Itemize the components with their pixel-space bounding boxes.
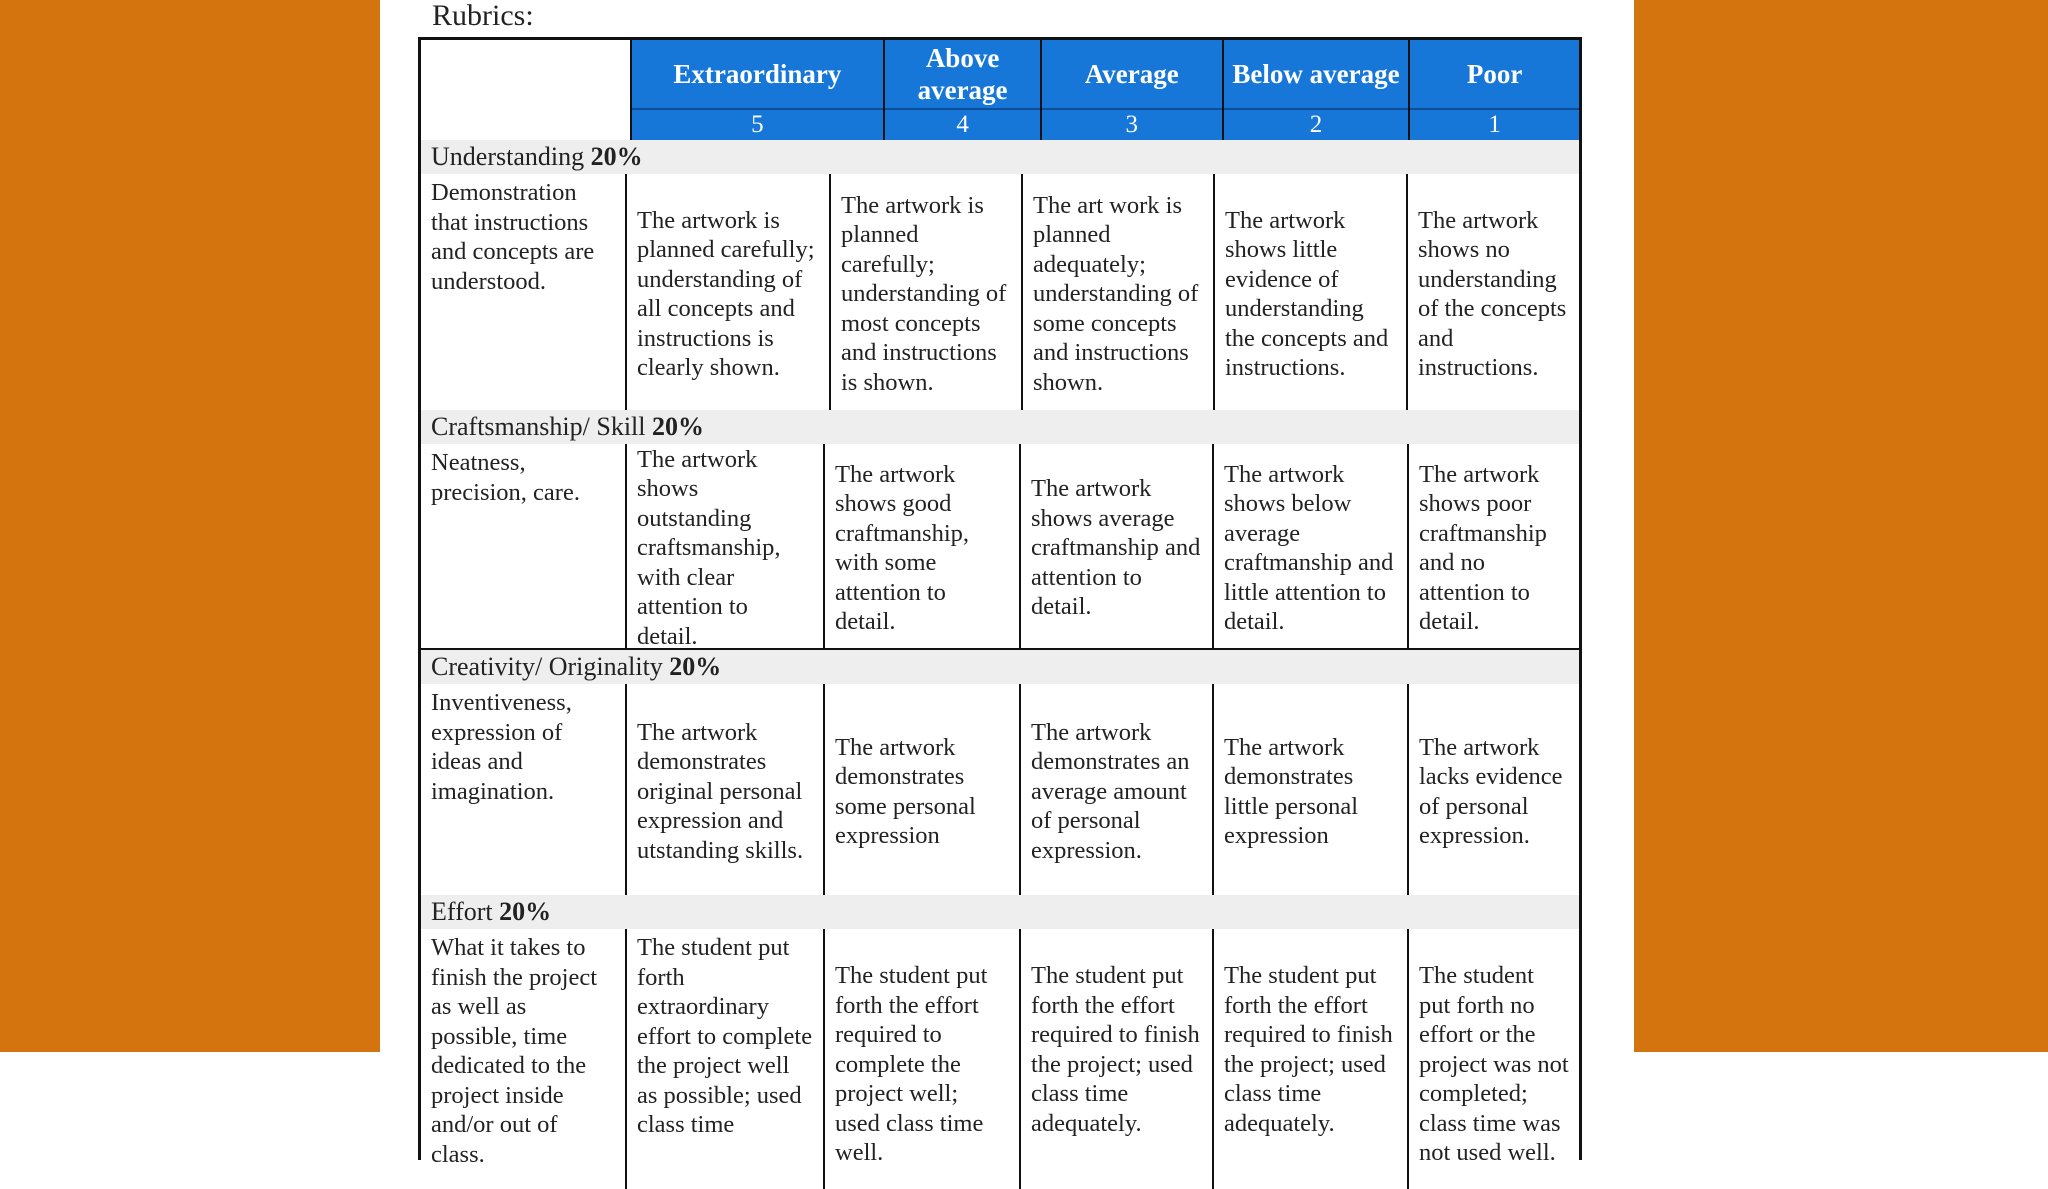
level-cell-4	[825, 444, 1021, 648]
level-text: The artwork demonstrates original personal expression and utstanding skills.	[637, 718, 804, 864]
level-cell-2	[1214, 684, 1409, 895]
criterion-weight: 20%	[499, 897, 552, 926]
level-text: The artwork lacks evidence of personal expression.	[1419, 733, 1563, 849]
header-col-average	[1042, 40, 1224, 140]
level-text: The student put forth extraordinary effort to complete the project well as possible; used class time	[637, 934, 813, 1138]
criterion-weight: 20%	[652, 412, 704, 441]
description-text: Inventiveness, expression of ideas and imagination.	[431, 689, 572, 805]
level-cell-3	[1021, 929, 1214, 1189]
header-corner-cell	[421, 40, 632, 140]
level-cell-5	[627, 929, 825, 1189]
level-text: The artwork shows little evidence of understanding the concepts and instructions.	[1225, 206, 1389, 381]
level-cell-3	[1023, 174, 1215, 410]
level-cell-4	[825, 929, 1021, 1189]
criterion-title-craftsmanship	[421, 410, 1579, 444]
level-text: The artwork demonstrates little personal expression	[1224, 733, 1359, 849]
document-page	[380, 0, 1634, 1168]
description-text: Demonstration that instructions and concepts are understood.	[431, 179, 595, 295]
level-text: The artwork is planned carefully; understanding of all concepts and instructions is clearly shown.	[637, 206, 815, 381]
header-level-score: 1	[1410, 108, 1579, 140]
level-text: The student put forth no effort or the project was not completed; class time was not used well.	[1419, 962, 1569, 1166]
level-cell-5	[627, 174, 831, 410]
level-text: The artwork shows no understanding of the concepts and instructions.	[1418, 206, 1567, 381]
header-col-above-average	[885, 40, 1042, 140]
level-cell-2	[1215, 174, 1408, 410]
header-col-below-average	[1224, 40, 1411, 140]
level-text: The artwork shows average craftmanship and attention to detail.	[1031, 475, 1201, 621]
level-cell-4	[831, 174, 1023, 410]
level-text: The artwork demonstrates an average amount of personal expression.	[1031, 718, 1190, 864]
criterion-row-understanding	[421, 174, 1579, 410]
rubrics-caption: Rubrics:	[432, 0, 534, 32]
criterion-description	[421, 684, 627, 895]
criterion-title-creativity	[421, 650, 1579, 684]
header-level-score: 5	[632, 108, 884, 140]
level-cell-1	[1409, 444, 1579, 648]
header-level-name: Poor	[1466, 59, 1523, 89]
criterion-name: Craftsmanship/ Skill	[431, 412, 646, 441]
level-cell-5	[627, 684, 825, 895]
header-col-poor	[1410, 40, 1579, 140]
rubric-header	[421, 40, 1579, 140]
header-level-name: Average	[1084, 59, 1179, 89]
criterion-row-creativity	[421, 684, 1579, 895]
criterion-name: Effort	[431, 897, 493, 926]
level-cell-5	[627, 444, 825, 648]
criterion-description	[421, 929, 627, 1189]
level-text: The artwork shows outstanding craftsmanship, with clear attention to detail.	[637, 445, 781, 650]
level-cell-1	[1409, 684, 1579, 895]
level-text: The artwork demonstrates some personal expression	[835, 733, 976, 849]
level-cell-1	[1408, 174, 1579, 410]
level-cell-2	[1214, 929, 1409, 1189]
level-cell-4	[825, 684, 1021, 895]
header-level-score: 3	[1042, 108, 1222, 140]
level-text: The student put forth the effort required to finish the project; used class time adequately.	[1224, 962, 1393, 1137]
level-text: The artwork is planned carefully; understanding of most concepts and instructions is shown.	[841, 191, 1007, 396]
description-text: What it takes to finish the project as well as possible, time dedicated to the project inside and/or out of class.	[431, 934, 598, 1168]
left-orange-band	[0, 0, 380, 1052]
right-orange-band	[1634, 0, 2048, 1052]
criterion-description	[421, 444, 627, 648]
description-text: Neatness, precision, care.	[431, 449, 580, 506]
header-level-score: 4	[885, 108, 1040, 140]
level-cell-2	[1214, 444, 1409, 648]
level-text: The artwork shows poor craftmanship and no attention to detail.	[1419, 460, 1547, 635]
level-text: The artwork shows below average craftmanship and little attention to detail.	[1224, 460, 1394, 635]
header-level-name: Above average	[917, 43, 1008, 105]
level-cell-3	[1021, 684, 1214, 895]
level-text: The student put forth the effort required to complete the project well; used class time well.	[835, 962, 988, 1166]
level-text: The art work is planned adequately; understanding of some concepts and instructions shown.	[1033, 191, 1199, 396]
criterion-weight: 20%	[590, 142, 643, 171]
header-level-score: 2	[1224, 108, 1409, 140]
criterion-name: Understanding	[431, 142, 585, 171]
header-level-name: Extraordinary	[673, 59, 842, 89]
level-cell-1	[1409, 929, 1579, 1189]
criterion-title-effort	[421, 895, 1579, 929]
header-level-name: Below average	[1232, 59, 1400, 89]
rubric-table	[418, 37, 1582, 1168]
header-col-extraordinary	[632, 40, 886, 140]
criterion-weight: 20%	[669, 652, 722, 681]
criterion-row-effort	[421, 929, 1579, 1189]
level-cell-3	[1021, 444, 1214, 648]
level-text: The student put forth the effort required to finish the project; used class time adequately.	[1031, 962, 1200, 1137]
criterion-row-craftsmanship	[421, 444, 1579, 650]
criterion-name: Creativity/ Originality	[431, 652, 663, 681]
criterion-title-understanding	[421, 140, 1579, 174]
criterion-description	[421, 174, 627, 410]
level-text: The artwork shows good craftmanship, with some attention to detail.	[835, 460, 970, 635]
